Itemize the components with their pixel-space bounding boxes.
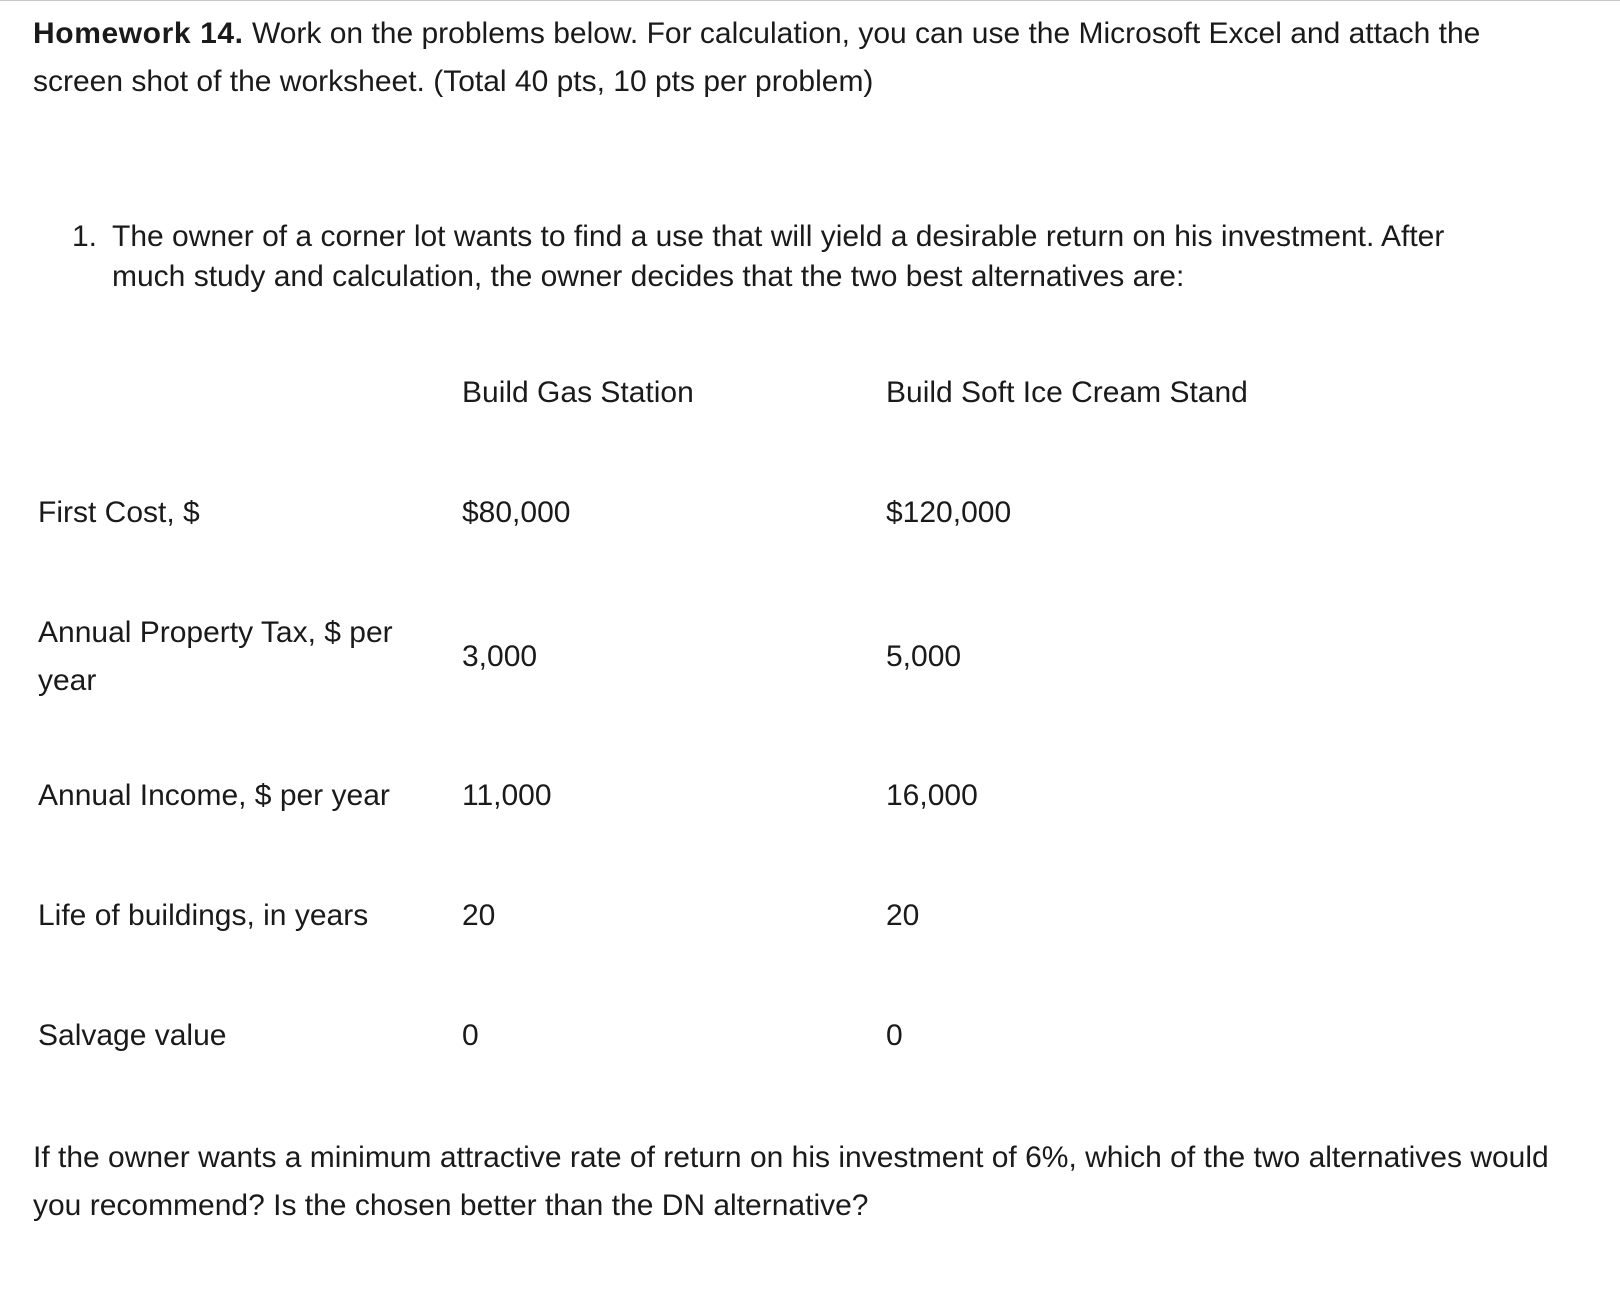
column-header-gas-station: Build Gas Station [462,376,694,409]
cell-salvage-gas: 0 [462,1019,479,1052]
cell-life-ice-cream: 20 [886,899,920,932]
row-label-annual-income: Annual Income, $ per year [38,779,390,812]
homework-instructions: Work on the problems below. For calculation, you can use the Microsoft Excel and attach the screen shot of the worksheet. (Total 40 pts, 10 pts per problem) [33,17,1481,98]
problem-1-statement [72,217,1572,297]
column-header-ice-cream-stand: Build Soft Ice Cream Stand [886,376,1248,409]
row-label-salvage-value: Salvage value [38,1019,227,1052]
question-text: If the owner wants a minimum attractive rate of return on his investment of 6%, which of the two alternatives would you recommend? Is the chosen better than the DN alternative? [33,1141,1549,1222]
cell-salvage-ice-cream: 0 [886,1019,903,1052]
homework-title: Homework 14. [33,17,244,50]
cell-property-tax-ice-cream: 5,000 [886,640,962,673]
problem-text-line-1: The owner of a corner lot wants to find a use that will yield a desirable return on his investment. After [112,220,1445,253]
cell-property-tax-gas: 3,000 [462,640,538,673]
cell-annual-income-gas: 11,000 [462,779,552,812]
cell-annual-income-ice-cream: 16,000 [886,779,978,812]
cell-first-cost-ice-cream: $120,000 [886,496,1012,529]
problem-number: 1. [72,220,98,253]
cell-first-cost-gas: $80,000 [462,496,571,529]
problem-text-line-2: much study and calculation, the owner decides that the two best alternatives are: [112,260,1185,293]
row-label-first-cost: First Cost, $ [38,496,200,529]
cell-life-gas: 20 [462,899,496,932]
row-label-life-of-buildings: Life of buildings, in years [38,899,369,932]
row-label-property-tax: Annual Property Tax, $ per year [38,616,393,697]
homework-header [33,10,1578,106]
top-divider [0,0,1620,1]
